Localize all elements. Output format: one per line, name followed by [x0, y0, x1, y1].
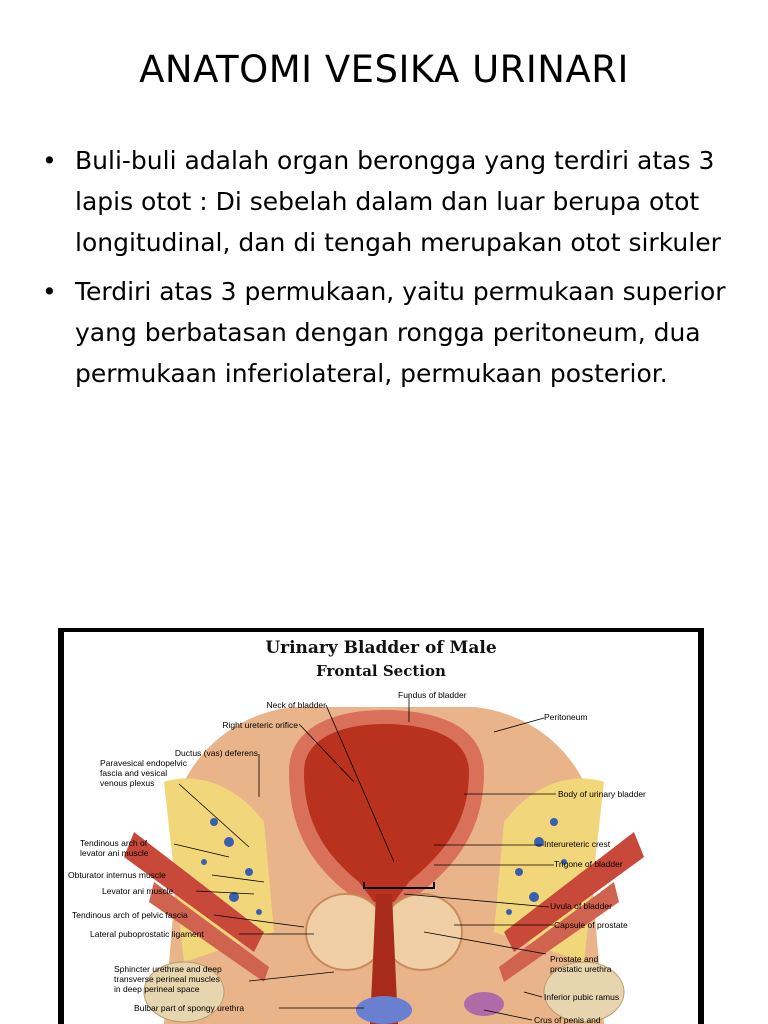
label-trigone-of-bladder: Trigone of bladder	[554, 859, 623, 869]
label-capsule-of-prostate: Capsule of prostate	[554, 920, 628, 930]
bullet-list	[40, 140, 730, 402]
label-right-ureteric-orifice: Right ureteric orifice	[222, 720, 298, 730]
bullet-marker: •	[42, 277, 57, 306]
anatomy-figure-frame	[58, 628, 704, 1024]
bullet-marker: •	[42, 146, 57, 175]
label-obturator-internus: Obturator internus muscle	[68, 870, 166, 880]
bullet-item	[40, 140, 730, 263]
label-uvula-of-bladder: Uvula of bladder	[550, 901, 612, 911]
label-body-of-urinary-bladder: Body of urinary bladder	[558, 789, 646, 799]
label-lateral-puboprostatic-ligament: Lateral puboprostatic ligament	[90, 929, 204, 939]
label-inferior-pubic-ramus: Inferior pubic ramus	[544, 992, 620, 1002]
label-prostate-and-urethra: Prostate and prostatic urethra	[550, 954, 612, 974]
label-bulbar-spongy-urethra: Bulbar part of spongy urethra	[134, 1003, 245, 1013]
bullet-text: Buli-buli adalah organ berongga yang terdiri atas 3 lapis otot : Di sebelah dalam dan luar berupa otot longitudinal, dan di tengah merupakan otot sirkuler	[75, 146, 721, 257]
label-tendinous-arch-pelvic-fascia: Tendinous arch of pelvic fascia	[72, 910, 188, 920]
label-interureteric-crest: Interureteric crest	[544, 839, 611, 849]
bullet-text: Terdiri atas 3 permukaan, yaitu permukaan superior yang berbatasan dengan rongga peritoneum, dua permukaan inferiolateral, permukaan posterior.	[75, 277, 726, 388]
label-tendinous-arch-levator: Tendinous arch of levator ani muscle	[80, 838, 149, 858]
label-crus-of-penis: Crus of penis and	[534, 1015, 601, 1024]
label-paravesical-fascia: Paravesical endopelvic fascia and vesical venous plexus	[100, 758, 187, 788]
anatomy-figure	[64, 632, 698, 1024]
slide-title: ANATOMI VESIKA URINARI	[139, 48, 629, 91]
bullet-item	[40, 271, 730, 394]
label-neck-of-bladder: Neck of bladder	[266, 700, 326, 710]
label-ductus-deferens: Ductus (vas) deferens	[174, 748, 258, 758]
label-levator-ani: Levator ani muscle	[102, 886, 174, 896]
label-fundus-of-bladder: Fundus of bladder	[398, 690, 467, 700]
label-peritoneum: Peritoneum	[544, 712, 588, 722]
figure-subtitle: Frontal Section	[316, 662, 446, 680]
label-sphincter-urethrae: Sphincter urethrae and deep transverse perineal muscles in deep perineal space	[114, 964, 222, 994]
figure-title: Urinary Bladder of Male	[265, 638, 497, 658]
